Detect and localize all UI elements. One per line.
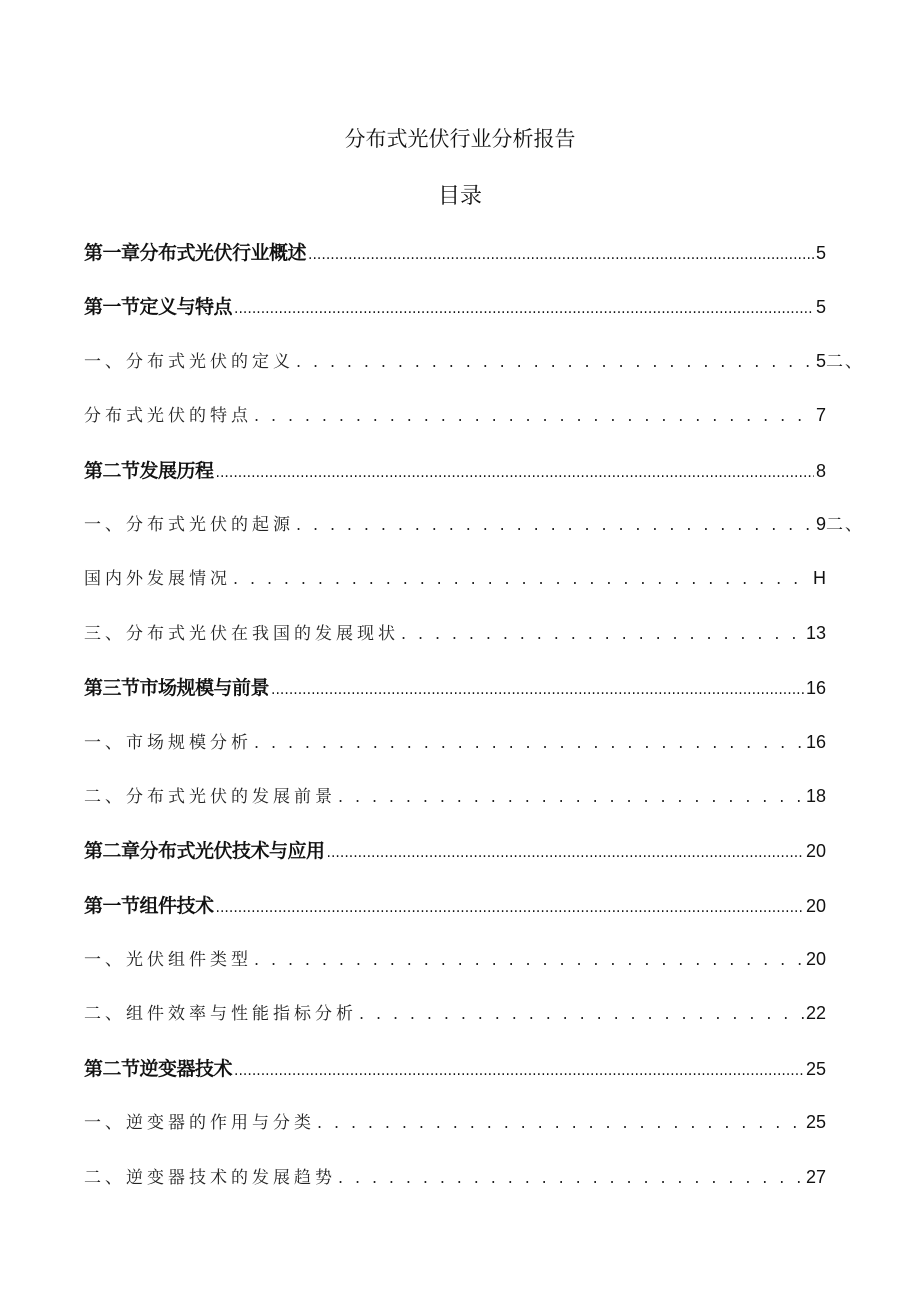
toc-dot-leader (254, 733, 804, 752)
toc-entry[interactable] (84, 564, 826, 618)
toc-dot-leader (338, 1168, 804, 1187)
toc-entry-title: 一、逆变器的作用与分类 (84, 1113, 315, 1134)
toc-dot-leader (234, 301, 814, 317)
toc-entry-page-number: 5 (815, 297, 826, 318)
toc-dot-leader (401, 624, 804, 643)
toc-dot-leader (234, 1063, 804, 1079)
toc-entry-title: 第三节市场规模与前景 (84, 677, 270, 700)
toc-entry-title: 第一节定义与特点 (84, 296, 233, 319)
toc-entry-title: 一、市场规模分析 (84, 732, 252, 753)
toc-dot-leader (296, 352, 814, 371)
toc-entry-page-number: 7 (815, 405, 826, 426)
toc-dot-leader (254, 950, 804, 969)
toc-entry[interactable] (84, 456, 826, 510)
toc-entry[interactable] (84, 782, 826, 836)
toc-entry-title: 国内外发展情况 (84, 569, 231, 590)
toc-entry-page-number: 20 (805, 949, 826, 970)
toc-entry[interactable] (84, 728, 826, 782)
toc-entry[interactable] (84, 292, 826, 346)
toc-dot-leader (233, 569, 811, 588)
toc-entry[interactable] (84, 1163, 826, 1217)
toc-heading: 目录 (437, 184, 482, 209)
toc-entry-page-number: 5 (815, 350, 826, 371)
toc-dot-leader (327, 845, 804, 861)
toc-entry[interactable] (84, 1108, 826, 1162)
toc-entry[interactable] (84, 673, 826, 727)
toc-dot-leader (216, 465, 814, 481)
toc-entry-title: 第二节逆变器技术 (84, 1057, 233, 1080)
toc-entry-page-number: 16 (805, 678, 826, 699)
toc-dot-leader (308, 247, 814, 263)
toc-entry-title: 第一章分布式光伏行业概述 (84, 242, 307, 264)
toc-entry-title: 第一节组件技术 (84, 894, 214, 917)
toc-entry-title: 二、组件效率与性能指标分析 (84, 1004, 357, 1025)
document-title: 分布式光伏行业分析报告 (344, 127, 576, 151)
toc-entry[interactable] (84, 238, 826, 292)
toc-entry-overflow-text: 二、 (826, 351, 864, 372)
toc-entry[interactable] (84, 1054, 826, 1108)
toc-dot-leader (216, 900, 804, 916)
toc-entry-title: 二、逆变器技术的发展趋势 (84, 1167, 336, 1188)
toc-dot-leader (338, 787, 804, 806)
toc-entry-title: 三、分布式光伏在我国的发展现状 (84, 623, 399, 644)
toc-entry[interactable] (84, 347, 864, 401)
toc-entry-page-number: 25 (805, 1112, 826, 1133)
toc-entry-title: 第二章分布式光伏技术与应用 (84, 840, 325, 863)
toc-entry-page-number: 18 (805, 785, 826, 806)
toc-entry-page-number: 9 (815, 513, 826, 534)
toc-entry-page-number: H (813, 568, 826, 589)
toc-entry-title: 分布式光伏的特点 (84, 406, 252, 427)
toc-entry[interactable] (84, 510, 864, 564)
toc-dot-leader (254, 406, 814, 425)
toc-entry-page-number: 22 (805, 1003, 826, 1024)
toc-entry[interactable] (84, 836, 826, 890)
toc-dot-leader (296, 515, 814, 534)
toc-entry[interactable] (84, 999, 826, 1053)
toc-entry-page-number: 8 (815, 460, 826, 481)
toc-entry-title: 一、分布式光伏的起源 (84, 514, 294, 535)
toc-entry-page-number: 25 (805, 1058, 826, 1079)
toc-entry-page-number: 13 (805, 622, 826, 643)
toc-entry-title: 一、分布式光伏的定义 (84, 351, 294, 372)
toc-dot-leader (317, 1113, 804, 1132)
toc-entry[interactable] (84, 401, 826, 455)
toc-entry-title: 一、光伏组件类型 (84, 950, 252, 971)
toc-entry[interactable] (84, 945, 826, 999)
table-of-contents (84, 238, 864, 1217)
toc-dot-leader (271, 682, 804, 698)
toc-entry-title: 第二节发展历程 (84, 459, 214, 482)
toc-dot-leader (359, 1004, 804, 1023)
toc-entry-overflow-text: 二、 (826, 514, 864, 535)
toc-entry-title: 二、分布式光伏的发展前景 (84, 786, 336, 807)
toc-entry-page-number: 20 (805, 841, 826, 862)
toc-entry[interactable] (84, 891, 826, 945)
toc-entry-page-number: 16 (805, 731, 826, 752)
toc-entry[interactable] (84, 619, 826, 673)
toc-entry-page-number: 5 (815, 243, 826, 263)
toc-entry-page-number: 20 (805, 895, 826, 916)
toc-entry-page-number: 27 (805, 1166, 826, 1187)
